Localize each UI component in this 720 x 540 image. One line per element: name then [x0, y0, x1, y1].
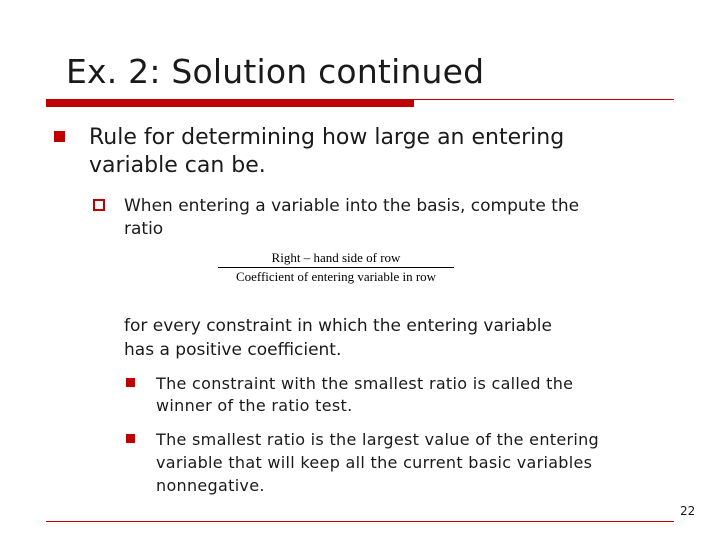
sub-sub-bullet-text-line: The constraint with the smallest ratio is called the — [156, 374, 574, 393]
hollow-square-bullet-icon — [93, 199, 105, 211]
formula-numerator: Right – hand side of row — [271, 250, 401, 265]
continuation-text-line: for every constraint in which the entering variable — [124, 316, 552, 336]
continuation-text-line: has a positive coefficient. — [124, 340, 342, 360]
bullet-text-line: variable can be. — [89, 153, 266, 178]
formula-denominator: Coefficient of entering variable in row — [235, 269, 437, 284]
sub-bullet-text-line: ratio — [124, 219, 164, 239]
slide-title: Ex. 2: Solution continued — [66, 52, 485, 91]
title-underline-rule — [46, 99, 674, 100]
ratio-formula — [218, 250, 454, 285]
sub-bullet-text-line: When entering a variable into the basis, compute the — [124, 196, 580, 216]
sub-sub-bullet-text-line: winner of the ratio test. — [156, 396, 353, 415]
bullet-text-line: Rule for determining how large an entering — [89, 125, 565, 150]
page-number: 22 — [680, 504, 696, 518]
filled-square-bullet-icon — [126, 434, 135, 443]
fraction-bar — [218, 267, 454, 268]
sub-sub-bullet-text-line: variable that will keep all the current basic variables — [156, 453, 593, 472]
filled-square-bullet-icon — [126, 378, 135, 387]
title-underline-accent — [46, 99, 414, 107]
filled-square-bullet-icon — [54, 131, 65, 142]
footer-rule — [46, 521, 674, 522]
sub-sub-bullet-text-line: The smallest ratio is the largest value of the entering — [156, 430, 599, 449]
sub-sub-bullet-text-line: nonnegative. — [156, 476, 265, 495]
